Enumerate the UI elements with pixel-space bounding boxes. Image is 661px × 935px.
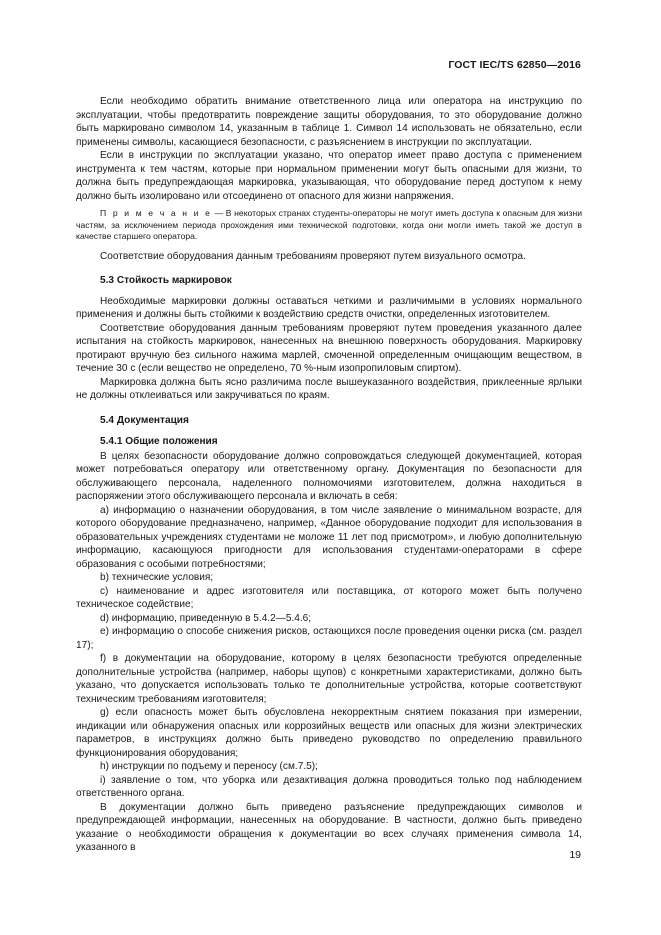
note-label: П р и м е ч а н и е (100, 208, 212, 218)
paragraph: Соответствие оборудования данным требованиям проверяют путем проведения указанного далее испытания на стойкость маркировок, нанесенных на внешнюю поверхность оборудования. Маркировку протирают вручную без сильного нажима марлей, смоченной определенным очищающим веществом, в течение 30 с (если вещество не определено, 70 %-ным изопропиловым спиртом). (76, 322, 582, 374)
paragraph: В целях безопасности оборудование должно сопровождаться следующей документацией, которая может потребоваться оператору или ответственному органу. Документация по безопасности для обслуживающего персонала, наделенного полномочиями изготовителем, должна находиться в распоряжении этого обслуживающего персонала и включать в себя: (76, 450, 582, 502)
paragraph: В документации должно быть приведено разъяснение предупреждающих символов и предупреждающей информации, нанесенных на оборудование. В частности, должно быть приведено указание о необходимости обращения к документации во всех случаях применения символа 14, указанного в (76, 801, 582, 853)
section-heading-5-4: 5.4 Документация (100, 414, 189, 426)
standard-header: ГОСТ IEC/TS 62850—2016 (448, 59, 581, 71)
paragraph: Необходимые маркировки должны оставаться четкими и различимыми в условиях нормального применения и должны быть стойкими к воздействию средств очистки, определенных изготовителем. (76, 295, 582, 320)
paragraph: Если в инструкции по эксплуатации указано, что оператор имеет право доступа с применением инструмента к тем частям, которые при нормальном применении могут быть опасными для жизни, то должна быть предупреждающая маркировка, указывающая, что оборудование перед доступом к нему должно быть изолировано или отсоединено от опасного для жизни напряжения. (76, 150, 582, 202)
list-item: b) технические условия; (100, 572, 214, 583)
list-item: e) информацию о способе снижения рисков, остающихся после проведения оценки риска (см. раздел 17); (76, 626, 582, 651)
list-item: c) наименование и адрес изготовителя или поставщика, от которого может быть получено техническое содействие; (76, 585, 582, 610)
page-content (76, 95, 582, 855)
list-item: d) информацию, приведенную в 5.4.2—5.4.6; (100, 612, 312, 624)
list-item: g) если опасность может быть обусловлена некорректным снятием показания при измерении, индикации или обнаружения опасных или коррозийных веществ или опасных для жизни электрических параметров, в инструкциях должно быть приведено руководство по определению правильного функционирования оборудования; (76, 707, 582, 759)
paragraph: Соответствие оборудования данным требованиям проверяют путем визуального осмотра. (100, 250, 526, 262)
paragraph: Если необходимо обратить внимание ответственного лица или оператора на инструкцию по эксплуатации, чтобы предотвратить повреждение защиты оборудования, то это оборудование должно быть маркировано символом 14, указанным в таблице 1. Символ 14 использовать не обязательно, если применены символы, касающиеся безопасности, с разъяснением в инструкции по эксплуатации. (76, 96, 582, 148)
note-text: — В некоторых странах студенты-операторы не могут иметь доступа к опасным для жизни частям, за исключением периода прохождения ими технической подготовки, когда они могли иметь такой же доступ в качестве старшего оператора. (76, 208, 583, 241)
paragraph: Маркировка должна быть ясно различима после вышеуказанного воздействия, приклеенные ярлыки не должны отклеиваться или закручиваться по краям. (76, 376, 582, 401)
page-number: 19 (569, 849, 581, 861)
list-item: f) в документации на оборудование, которому в целях безопасности требуются определенные дополнительные устройства (например, наборы щупов) с конкретными характеристиками, должно быть указано, что допускается использовать только те дополнительные устройства, которые соответствуют техническим требованиям изготовителя; (76, 653, 582, 705)
list-item: i) заявление о том, что уборка или дезактивация должна проводиться только под наблюдением ответственного органа. (76, 774, 582, 799)
section-heading-5-3: 5.3 Стойкость маркировок (100, 275, 232, 286)
section-heading-5-4-1: 5.4.1 Общие положения (100, 436, 218, 447)
note (76, 208, 582, 243)
list-item: h) инструкции по подъему и переносу (см.7.5); (100, 761, 318, 772)
list-item: a) информацию о назначении оборудования, в том числе заявление о минимальном возрасте, для которого оборудование предназначено, например, «Данное оборудование подходит для использования в образовательных учреждениях студентами не моложе 11 лет под присмотром», и любую дополнительную информацию, касающуюся пригодности для использования студентами-операторами в сфере образования с особыми потребностями; (76, 504, 582, 570)
